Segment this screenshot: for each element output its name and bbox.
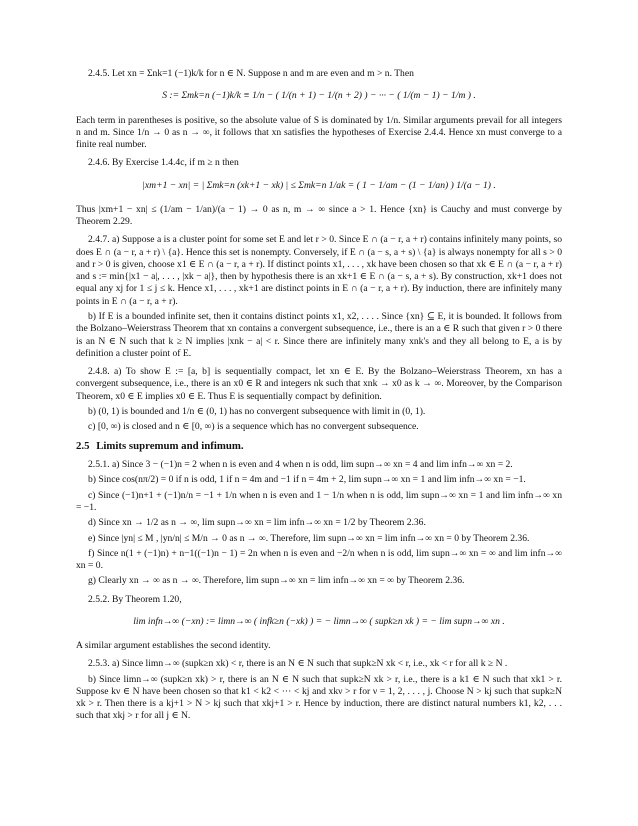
section-title: Limits supremum and infimum. <box>96 440 244 453</box>
ex-2-5-2-body: A similar argument establishes the second identity. <box>76 640 271 652</box>
ex-2-4-6-intro: 2.4.6. By Exercise 1.4.4c, if m ≥ n then <box>88 157 239 169</box>
ex-2-4-7-part-a: 2.4.7. a) Suppose a is a cluster point for some set E and let r > 0. Since E ∩ (a − r, a + r) contains infinitely many points, so does E ∩ (a − r, a + r) \ {a}. Hence this set is nonempty. Conversely, if E ∩ (a − s, a + s) \ {a} is always nonempty for all s > 0 and r > 0 is given, choose x1 ∈ E ∩ (a − r, a + r). If distinct points x1, . . . , xk have been chosen so that xk ∈ E ∩ (a − r, a + r) and s := min{|x1 − a|, . . . , |xk − a|}, then by hypothesis there is an xk+1 ∈ E ∩ (a − s, a + s). By construction, xk+1 does not equal any xj for 1 ≤ j ≤ k. Hence x1, . . . , xk+1 are distinct points in E ∩ (a − r, a + r). By induction, there are infinitely many points in E ∩ (a − r, a + r). <box>76 234 562 307</box>
ex-2-5-2-equation: lim infn→∞ (−xn) := limn→∞ ( infk≥n (−xk) ) = − limn→∞ ( supk≥n xk ) = − lim supn→∞ xn . <box>133 615 505 627</box>
ex-2-5-1-part-d: d) Since xn → 1/2 as n → ∞, lim supn→∞ xn = lim infn→∞ xn = 1/2 by Theorem 2.36. <box>88 517 426 529</box>
ex-2-5-1-part-f: f) Since n(1 + (−1)n) + n−1((−1)n − 1) = 2n when n is even and −2/n when n is odd, lim supn→∞ xn = ∞ and lim infn→∞ xn = 0. <box>76 547 562 572</box>
ex-2-5-1-part-b: b) Since cos(nπ/2) = 0 if n is odd, 1 if n = 4m and −1 if n = 4m + 2, lim supn→∞ xn = 1 and lim infn→∞ xn = −1. <box>88 474 526 486</box>
ex-2-5-1-part-c: c) Since (−1)n+1 + (−1)n/n = −1 + 1/n when n is even and 1 − 1/n when n is odd, lim supn→∞ xn = 1 and lim infn→∞ xn = −1. <box>76 489 562 513</box>
ex-2-5-2-intro: 2.5.2. By Theorem 1.20, <box>88 593 182 605</box>
ex-2-4-8-part-c: c) [0, ∞) is closed and n ∈ [0, ∞) is a sequence which has no convergent subsequence. <box>88 421 419 433</box>
ex-2-4-6-body: Thus |xm+1 − xn| ≤ (1/am − 1/an)/(a − 1) → 0 as n, m → ∞ since a > 1. Hence {xn} is Cauchy and must converge by Theorem 2.29. <box>76 203 562 228</box>
ex-2-4-6-equation: |xm+1 − xn| = | Σmk=n (xk+1 − xk) | ≤ Σmk=n 1/ak = ( 1 − 1/am − (1 − 1/an) ) 1/(a − 1) . <box>142 179 496 191</box>
ex-2-4-7-part-b: b) If E is a bounded infinite set, then it contains distinct points x1, x2, . . . . Since {xn} ⊆ E, it is bounded. It follows from the Bolzano–Weierstrass Theorem that xn contains a convergent subsequence, i.e., there is an a ∈ R such that given r > 0 there is an N ∈ N such that k ≥ N implies |xnk − a| < r. Since there are infinitely many xnk's and they all belong to E, a is by definition a cluster point of E. <box>76 310 562 359</box>
ex-2-5-3-part-a: 2.5.3. a) Since limn→∞ (supk≥n xk) < r, there is an N ∈ N such that supk≥N xk < r, i.e., xk < r for all k ≥ N . <box>88 658 508 670</box>
section-heading <box>76 440 562 454</box>
ex-2-5-1-part-e: e) Since |yn| ≤ M , |yn/n| ≤ M/n → 0 as n → ∞. Therefore, lim supn→∞ xn = lim infn→∞ xn = 0 by Theorem 2.36. <box>88 532 530 544</box>
ex-2-4-5-equation: S := Σmk=n (−1)k/k ≡ 1/n − ( 1/(n + 1) − 1/(n + 2) ) − ··· − ( 1/(m − 1) − 1/m ) . <box>162 90 476 102</box>
ex-2-4-5-body: Each term in parentheses is positive, so the absolute value of S is dominated by 1/n. Similar arguments prevail for all integers n and m. Since 1/n → 0 as n → ∞, it follows that xn satisfies the hypotheses of Exercise 2.4.4. Hence xn must converge to a finite real number. <box>76 114 562 151</box>
ex-2-4-8-part-a: 2.4.8. a) To show E := [a, b] is sequentially compact, let xn ∈ E. By the Bolzano–Weierstrass Theorem, xn has a convergent subsequence, i.e., there is an x0 ∈ R and integers nk such that xnk → x0 as k → ∞. Moreover, by the Comparison Theorem, x0 ∈ E implies x0 ∈ E. Thus E is sequentially compact by definition. <box>76 366 562 402</box>
ex-2-5-1-part-g: g) Clearly xn → ∞ as n → ∞. Therefore, lim supn→∞ xn = lim infn→∞ xn = ∞ by Theorem 2.36. <box>88 575 465 587</box>
ex-2-5-3-part-b: b) Since limn→∞ (supk≥n xk) > r, there is an N ∈ N such that supk≥N xk > r, i.e., there is a k1 ∈ N such that xk1 > r. Suppose kν ∈ N have been chosen so that k1 < k2 < ··· < kj and xkν > r for ν = 1, 2, . . . , j. Choose N > kj such that supk≥N xk > r. Then there is a kj+1 > N > kj such that xkj+1 > r. Hence by induction, there are distinct natural numbers k1, k2, . . . such that xkj > r for all j ∈ N. <box>76 673 562 722</box>
ex-2-5-1-part-a: 2.5.1. a) Since 3 − (−1)n = 2 when n is even and 4 when n is odd, lim supn→∞ xn = 4 and lim infn→∞ xn = 2. <box>88 459 513 471</box>
section-number: 2.5 <box>76 440 90 453</box>
ex-2-4-5-intro: 2.4.5. Let xn = Σnk=1 (−1)k/k for n ∈ N. Suppose n and m are even and m > n. Then <box>88 68 414 79</box>
ex-2-4-8-part-b: b) (0, 1) is bounded and 1/n ∈ (0, 1) has no convergent subsequence with limit in (0, 1). <box>88 405 426 417</box>
